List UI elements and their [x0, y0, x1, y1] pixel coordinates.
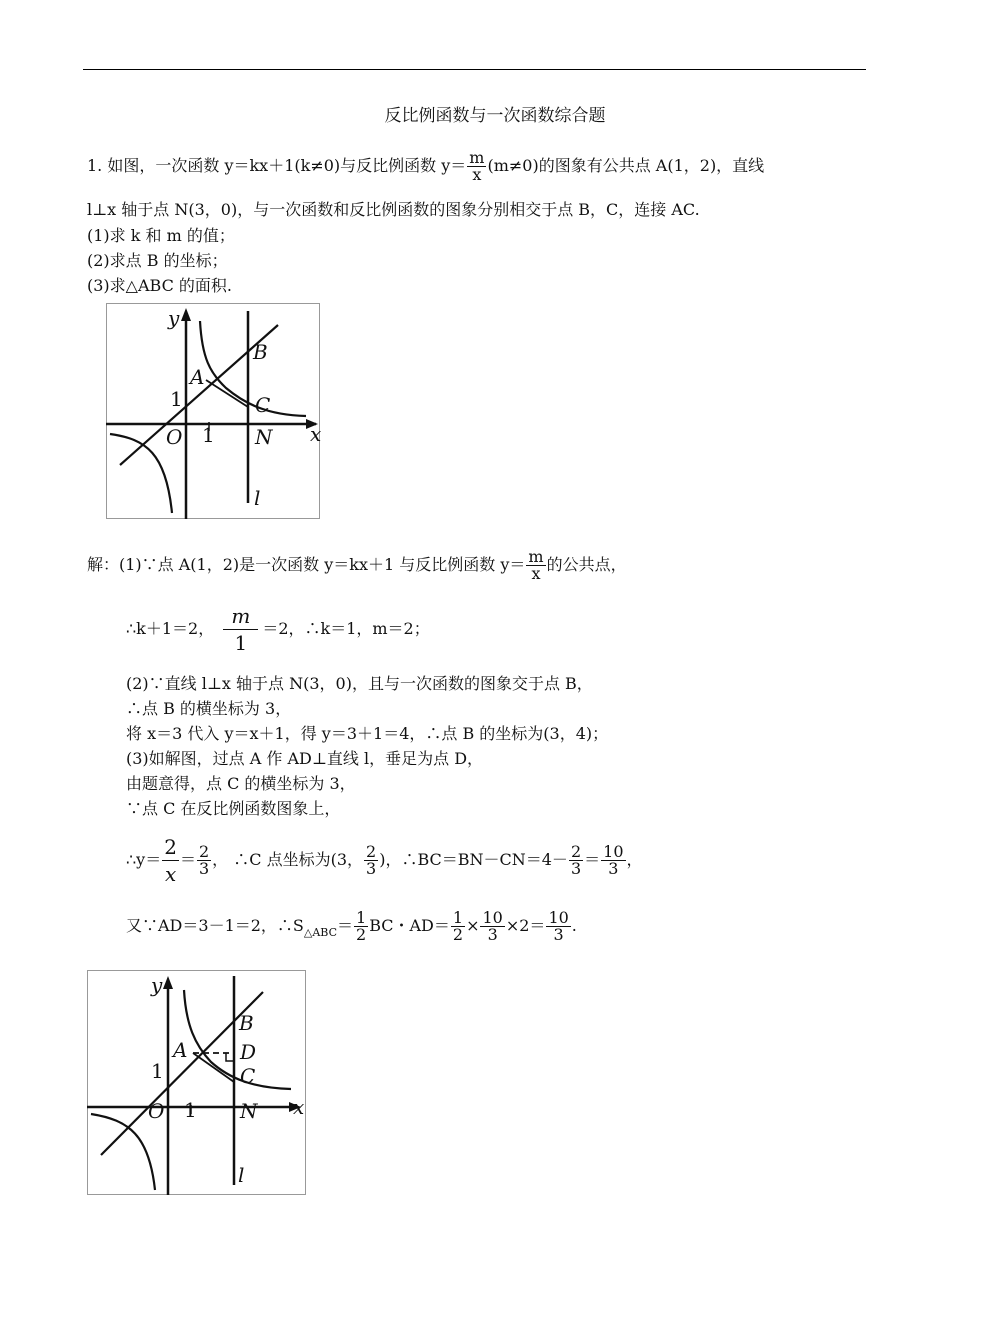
fraction-denominator: 3 [570, 859, 582, 878]
problem-line-1 [87, 150, 764, 183]
solution-line-2 [126, 603, 430, 656]
question-3: (3)求△ABC 的面积. [87, 276, 232, 295]
label-x: x [310, 422, 322, 446]
label-a: A [190, 365, 205, 389]
solution-text: 的公共点， [546, 555, 627, 574]
solution-text: × [466, 916, 480, 935]
label-one-y: 1 [170, 387, 183, 411]
label-n: N [240, 1099, 258, 1123]
solution-text: ∴y＝ [126, 850, 162, 869]
solution-text: 又∵AD＝3－1＝2，∴S [126, 916, 304, 935]
fraction-numerator: 10 [482, 908, 503, 927]
label-origin: O [148, 1099, 165, 1123]
fraction-denominator: 2 [356, 925, 367, 944]
solution-text: ， [626, 850, 643, 869]
fraction-numerator: 2 [366, 842, 377, 861]
label-a: A [173, 1038, 188, 1062]
fraction-m-over-1 [223, 603, 258, 656]
fraction-m-over-x [467, 150, 486, 183]
fraction [354, 910, 368, 943]
fraction-2-over-x [162, 834, 179, 887]
solution-line-8: ∵点 C 在反比例函数图象上， [126, 799, 341, 818]
label-x: x [293, 1095, 305, 1119]
fraction-m-over-x [526, 549, 545, 582]
fraction-denominator: 3 [553, 925, 564, 944]
label-y: y [151, 973, 163, 997]
label-one-x: 1 [202, 423, 215, 447]
problem-text: (m≠0)的图象有公共点 A(1，2)，直线 [487, 156, 765, 175]
fraction [601, 844, 625, 877]
solution-text: BC・AD＝ [369, 916, 450, 935]
figure-1-graph [106, 303, 320, 519]
solution-text: ×2＝ [505, 916, 546, 935]
label-c: C [255, 393, 271, 417]
solution-text: ∴k＋1＝2， [126, 619, 215, 638]
fraction-denominator: 3 [487, 925, 498, 944]
solution-line-9 [126, 834, 643, 887]
solution-text: )，∴BC＝BN－CN＝4－ [379, 850, 568, 869]
solution-line-1 [87, 549, 627, 582]
fraction-denominator: 2 [452, 925, 464, 944]
solution-text: ＝ [337, 916, 354, 935]
problem-line-2: l⊥x 轴于点 N(3，0)，与一次函数和反比例函数的图象分别相交于点 B，C，连接 AC. [87, 200, 700, 219]
fraction-numerator: 2 [164, 835, 177, 859]
fraction [197, 844, 211, 877]
fraction-numerator: 10 [548, 908, 569, 927]
label-d: D [240, 1040, 257, 1064]
solution-text: ＝ [179, 850, 196, 869]
subscript: △ABC [303, 926, 337, 939]
fraction-numerator: 1 [356, 908, 367, 927]
fraction [546, 910, 570, 943]
fraction-denominator: x [472, 165, 482, 184]
solution-text: ＝2，∴k＝1，m＝2； [262, 619, 430, 638]
fraction [569, 844, 583, 877]
question-1: (1)求 k 和 m 的值； [87, 226, 235, 245]
fraction-denominator: x [531, 564, 541, 583]
solution-text: ＝ [584, 850, 601, 869]
fraction-numerator: m [469, 148, 485, 167]
label-l: l [238, 1163, 245, 1187]
label-origin: O [166, 425, 183, 449]
header-rule [83, 69, 866, 70]
page-title: 反比例函数与一次函数综合题 [384, 106, 606, 126]
figure-2-solution-graph [87, 970, 306, 1195]
label-n: N [255, 425, 273, 449]
fraction-numerator: m [223, 603, 258, 630]
solution-line-10 [126, 910, 577, 946]
label-one-x: 1 [184, 1098, 197, 1122]
question-2: (2)求点 B 的坐标； [87, 251, 228, 270]
fraction [480, 910, 504, 943]
fraction [364, 844, 378, 877]
fraction-numerator: 2 [570, 842, 582, 861]
fraction-numerator: 1 [452, 908, 464, 927]
fraction [451, 910, 465, 943]
fraction-denominator: 3 [198, 859, 210, 878]
label-l: l [254, 486, 261, 510]
label-one-y: 1 [151, 1059, 164, 1083]
label-b: B [253, 340, 268, 364]
solution-line-4: ∴点 B 的横坐标为 3， [126, 699, 292, 718]
fraction-denominator: x [164, 862, 177, 886]
solution-line-3: (2)∵直线 l⊥x 轴于点 N(3，0)，且与一次函数的图象交于点 B， [126, 674, 593, 693]
fraction-denominator: 3 [608, 859, 619, 878]
label-y: y [168, 306, 180, 330]
fraction-denominator: 1 [234, 631, 248, 655]
solution-line-6: (3)如解图，过点 A 作 AD⊥直线 l，垂足为点 D， [126, 749, 484, 768]
label-c: C [240, 1064, 256, 1088]
fraction-denominator: 3 [366, 859, 377, 878]
solution-line-5: 将 x＝3 代入 y＝x＋1，得 y＝3＋1＝4，∴点 B 的坐标为(3，4)； [126, 724, 609, 743]
fraction-numerator: m [528, 547, 544, 566]
fraction-numerator: 2 [198, 842, 210, 861]
solution-text: ， ∴C 点坐标为(3， [212, 850, 364, 869]
solution-line-7: 由题意得，点 C 的横坐标为 3， [126, 774, 356, 793]
solution-text: . [571, 916, 577, 935]
label-b: B [239, 1011, 254, 1035]
problem-text: 1. 如图，一次函数 y＝kx＋1(k≠0)与反比例函数 y＝ [87, 156, 467, 175]
fraction-numerator: 10 [603, 842, 624, 861]
solution-text: 解：(1)∵点 A(1，2)是一次函数 y＝kx＋1 与反比例函数 y＝ [87, 555, 526, 574]
